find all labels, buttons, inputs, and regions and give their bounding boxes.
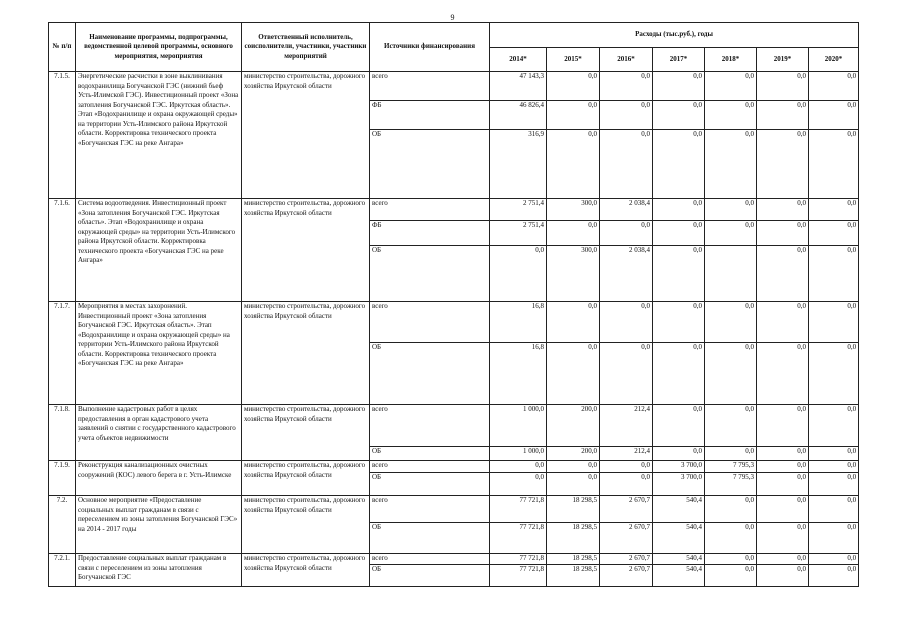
- expense-value: 0,0: [547, 72, 600, 101]
- header-source: Источники финансирования: [370, 23, 490, 72]
- activity-name: Выполнение кадастровых работ в целях предоставления в орган кадастрового учета заявлений о снятии с государственного кадастрового учета объектов недвижимости: [76, 405, 242, 461]
- table-row: [49, 461, 859, 473]
- table-row: [49, 302, 859, 343]
- row-index: 7.2.1.: [49, 554, 76, 587]
- expense-value: 0,0: [653, 343, 705, 405]
- page-number: 9: [450, 13, 455, 22]
- expense-value: 7 795,3: [705, 461, 757, 473]
- funding-source: всего: [370, 199, 490, 221]
- expense-value: 0,0: [705, 565, 757, 587]
- funding-source: всего: [370, 554, 490, 565]
- expense-value: 0,0: [809, 554, 859, 565]
- funding-source: ОБ: [370, 343, 490, 405]
- header-year: 2015*: [547, 48, 600, 72]
- expense-value: 2 670,7: [600, 565, 653, 587]
- expense-value: 0,0: [653, 246, 705, 302]
- expense-value: 77 721,8: [490, 565, 547, 587]
- expense-value: 0,0: [757, 496, 809, 523]
- expense-value: 1 000,0: [490, 405, 547, 447]
- funding-source: ОБ: [370, 447, 490, 461]
- expense-value: 2 751,4: [490, 199, 547, 221]
- expense-value: 0,0: [809, 496, 859, 523]
- expense-value: 0,0: [600, 221, 653, 246]
- funding-source: ОБ: [370, 565, 490, 587]
- executor: министерство строительства, дорожного хозяйства Иркутской области: [242, 302, 370, 405]
- table-row: [49, 72, 859, 101]
- funding-source: всего: [370, 405, 490, 447]
- expense-value: 0,0: [757, 199, 809, 221]
- table-row: [49, 405, 859, 447]
- funding-source: ОБ: [370, 246, 490, 302]
- expense-value: 540,4: [653, 496, 705, 523]
- expense-value: 0,0: [705, 523, 757, 554]
- row-index: 7.1.8.: [49, 405, 76, 461]
- expense-value: 2 670,7: [600, 496, 653, 523]
- row-index: 7.1.6.: [49, 199, 76, 302]
- expense-value: 0,0: [757, 405, 809, 447]
- funding-source: всего: [370, 496, 490, 523]
- expense-value: 0,0: [705, 554, 757, 565]
- expense-value: 77 721,8: [490, 496, 547, 523]
- header-year: 2018*: [705, 48, 757, 72]
- header-year: 2016*: [600, 48, 653, 72]
- funding-source: всего: [370, 302, 490, 343]
- expense-value: 0,0: [757, 246, 809, 302]
- expense-value: 0,0: [757, 72, 809, 101]
- header-num: № п/п: [49, 23, 76, 72]
- expense-value: 0,0: [809, 405, 859, 447]
- row-index: 7.1.5.: [49, 72, 76, 199]
- expense-value: 0,0: [705, 343, 757, 405]
- expense-value: 0,0: [600, 473, 653, 496]
- expense-value: 1 000,0: [490, 447, 547, 461]
- activity-name: Система водоотведения. Инвестиционный проект «Зона затопления Богучанской ГЭС. Иркутская область». Этап «Водохранилище и охрана окружающей среды» на территории Усть-Илимского района Иркутской области. Корректировка технического проекта «Богучанская ГЭС на реке Ангара»: [76, 199, 242, 302]
- expense-value: 18 298,5: [547, 523, 600, 554]
- expense-value: 0,0: [809, 101, 859, 130]
- expense-value: 0,0: [547, 473, 600, 496]
- expense-value: 0,0: [705, 101, 757, 130]
- expense-value: 16,8: [490, 302, 547, 343]
- expense-value: 0,0: [809, 221, 859, 246]
- expense-value: 0,0: [809, 199, 859, 221]
- expense-value: 0,0: [653, 101, 705, 130]
- expense-value: 0,0: [809, 343, 859, 405]
- expense-value: 0,0: [547, 302, 600, 343]
- expense-value: 0,0: [490, 473, 547, 496]
- expense-value: 0,0: [653, 302, 705, 343]
- expense-value: 18 298,5: [547, 496, 600, 523]
- expense-value: 0,0: [757, 130, 809, 199]
- expense-value: 3 700,0: [653, 461, 705, 473]
- expense-value: 0,0: [705, 199, 757, 221]
- expense-value: 0,0: [757, 523, 809, 554]
- expense-value: 0,0: [600, 343, 653, 405]
- expense-value: 0,0: [705, 302, 757, 343]
- activity-name: Реконструкция канализационных очистных сооружений (КОС) левого берега в г. Усть-Илимске: [76, 461, 242, 496]
- expense-value: 0,0: [757, 221, 809, 246]
- header-expenses: Расходы (тыс.руб.), годы: [490, 23, 859, 48]
- header-row-top: [49, 23, 859, 48]
- executor: министерство строительства, дорожного хозяйства Иркутской области: [242, 461, 370, 496]
- expense-value: 0,0: [809, 473, 859, 496]
- table-row: [49, 496, 859, 523]
- expense-value: 0,0: [757, 101, 809, 130]
- expense-value: 0,0: [547, 343, 600, 405]
- expense-value: 0,0: [705, 447, 757, 461]
- expense-value: 0,0: [809, 302, 859, 343]
- expense-value: 2 038,4: [600, 246, 653, 302]
- expense-value: 0,0: [757, 473, 809, 496]
- expense-value: 0,0: [757, 302, 809, 343]
- expense-value: 0,0: [809, 72, 859, 101]
- expense-value: 540,4: [653, 523, 705, 554]
- expense-value: 77 721,8: [490, 523, 547, 554]
- funding-source: всего: [370, 461, 490, 473]
- executor: министерство строительства, дорожного хозяйства Иркутской области: [242, 405, 370, 461]
- expense-value: 0,0: [809, 523, 859, 554]
- expense-value: 212,4: [600, 405, 653, 447]
- funding-source: ОБ: [370, 130, 490, 199]
- funding-source: ОБ: [370, 523, 490, 554]
- expense-value: 0,0: [705, 130, 757, 199]
- expense-value: 2 751,4: [490, 221, 547, 246]
- expense-value: 2 670,7: [600, 523, 653, 554]
- expense-value: 300,0: [547, 199, 600, 221]
- expense-value: 0,0: [809, 447, 859, 461]
- expense-value: 77 721,8: [490, 554, 547, 565]
- expense-value: 0,0: [757, 565, 809, 587]
- expense-value: 7 795,3: [705, 473, 757, 496]
- expense-value: 16,8: [490, 343, 547, 405]
- expense-value: [705, 246, 757, 302]
- expense-value: 0,0: [809, 130, 859, 199]
- executor: министерство строительства, дорожного хозяйства Иркутской области: [242, 72, 370, 199]
- expense-value: 0,0: [653, 405, 705, 447]
- row-index: 7.1.9.: [49, 461, 76, 496]
- expense-value: 18 298,5: [547, 554, 600, 565]
- expense-value: 0,0: [490, 461, 547, 473]
- row-index: 7.1.7.: [49, 302, 76, 405]
- activity-name: Предоставление социальных выплат гражданам в связи с переселением из зоны затопления Богучанской ГЭС: [76, 554, 242, 587]
- expense-value: 46 826,4: [490, 101, 547, 130]
- executor: министерство строительства, дорожного хозяйства Иркутской области: [242, 496, 370, 554]
- expense-value: 0,0: [809, 246, 859, 302]
- expense-value: 0,0: [547, 221, 600, 246]
- expense-value: 0,0: [600, 101, 653, 130]
- expense-value: 212,4: [600, 447, 653, 461]
- expense-value: 0,0: [547, 461, 600, 473]
- expense-value: 0,0: [757, 447, 809, 461]
- funding-source: ОБ: [370, 473, 490, 496]
- expense-value: 0,0: [653, 199, 705, 221]
- header-name: Наименование программы, подпрограммы, ведомственной целевой программы, основного мероприятия, мероприятия: [76, 23, 242, 72]
- expense-value: 0,0: [600, 461, 653, 473]
- table-row: [49, 554, 859, 565]
- funding-source: ФБ: [370, 101, 490, 130]
- header-executor: Ответственный исполнитель, соисполнители, участники, участники мероприятий: [242, 23, 370, 72]
- expense-value: 0,0: [705, 72, 757, 101]
- expense-value: 0,0: [547, 130, 600, 199]
- executor: министерство строительства, дорожного хозяйства Иркутской области: [242, 199, 370, 302]
- executor: министерство строительства, дорожного хозяйства Иркутской области: [242, 554, 370, 587]
- expense-value: 0,0: [705, 221, 757, 246]
- expense-value: 0,0: [600, 72, 653, 101]
- expense-value: 0,0: [600, 302, 653, 343]
- header-year: 2017*: [653, 48, 705, 72]
- header-year: 2014*: [490, 48, 547, 72]
- expense-value: 18 298,5: [547, 565, 600, 587]
- expense-value: 2 038,4: [600, 199, 653, 221]
- expense-value: 540,4: [653, 554, 705, 565]
- expense-value: 0,0: [653, 130, 705, 199]
- activity-name: Основное мероприятие «Предоставление социальных выплат гражданам в связи с переселением из зоны затопления Богучанской ГЭС» на 2014 - 2017 годы: [76, 496, 242, 554]
- expense-value: 2 670,7: [600, 554, 653, 565]
- expense-value: 47 143,3: [490, 72, 547, 101]
- expense-value: 0,0: [490, 246, 547, 302]
- expense-value: 0,0: [547, 101, 600, 130]
- expense-value: 0,0: [653, 72, 705, 101]
- expense-value: 316,9: [490, 130, 547, 199]
- expense-value: 540,4: [653, 565, 705, 587]
- header-year: 2019*: [757, 48, 809, 72]
- expense-value: 200,0: [547, 447, 600, 461]
- funding-source: всего: [370, 72, 490, 101]
- expense-value: 0,0: [705, 496, 757, 523]
- expense-value: 300,0: [547, 246, 600, 302]
- expense-value: 0,0: [705, 405, 757, 447]
- row-index: 7.2.: [49, 496, 76, 554]
- expense-value: 200,0: [547, 405, 600, 447]
- expenses-table: [48, 22, 859, 587]
- table-row: [49, 199, 859, 221]
- expense-value: 0,0: [809, 565, 859, 587]
- expense-value: 0,0: [600, 130, 653, 199]
- expense-value: 0,0: [757, 461, 809, 473]
- expense-value: 0,0: [757, 554, 809, 565]
- funding-source: ФБ: [370, 221, 490, 246]
- activity-name: Мероприятия в местах захоронений. Инвестиционный проект «Зона затопления Богучанской ГЭС. Иркутская область». Этап «Водохранилище и охрана окружающей среды» на территории Усть-Илимского района Иркутской области. Корректировка технического проекта «Богучанская ГЭС на реке Ангара»: [76, 302, 242, 405]
- expense-value: 3 700,0: [653, 473, 705, 496]
- header-year: 2020*: [809, 48, 859, 72]
- expense-value: 0,0: [809, 461, 859, 473]
- expense-value: 0,0: [757, 343, 809, 405]
- expense-value: 0,0: [653, 221, 705, 246]
- activity-name: Энергетические расчистки в зоне выклинивания водохранилища Богучанской ГЭС (нижний бьеф Усть-Илимской ГЭС). Инвестиционный проект «Зона затопления Богучанской ГЭС. Иркутская область». Этап «Водохранилище и охрана окружающей среды» на территории Усть-Илимского района Иркутской области. Корректировка технического проекта «Богучанская ГЭС на реке Ангара»: [76, 72, 242, 199]
- expense-value: 0,0: [653, 447, 705, 461]
